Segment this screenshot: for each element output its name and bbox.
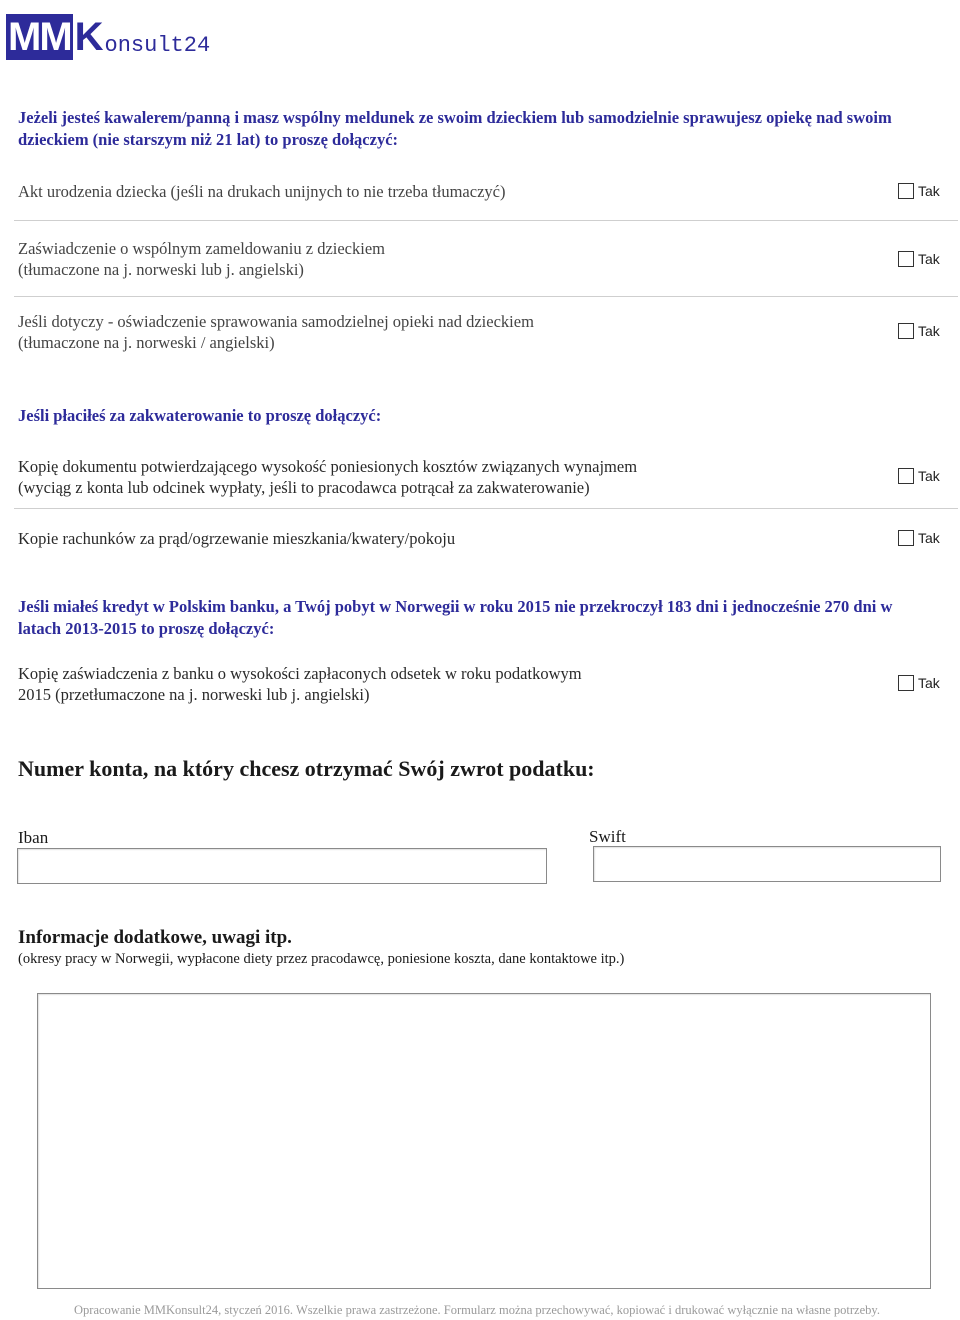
section1-heading: Jeżeli jesteś kawalerem/panną i masz wspólny meldunek ze swoim dzieckiem lub samodzielnie sprawujesz opiekę nad swoim dzieckiem (nie starszym niż 21 lat) to proszę dołączyć: — [18, 108, 892, 149]
section1-item-3-checkbox[interactable] — [898, 323, 940, 339]
section1-item-2-line-1: Zaświadczenie o wspólnym zameldowaniu z dzieckiem — [18, 239, 385, 258]
additional-title: Informacje dodatkowe, uwagi itp. — [18, 927, 292, 948]
checkbox-box[interactable] — [898, 323, 914, 339]
account-title: Numer konta, na który chcesz otrzymać Swój zwrot podatku: — [18, 756, 595, 781]
logo-onsult: onsult24 — [104, 33, 211, 58]
section2-item-2-line-1: Kopie rachunków za prąd/ogrzewanie mieszkania/kwatery/pokoju — [18, 529, 456, 548]
checkbox-label: Tak — [918, 468, 940, 484]
checkbox-label: Tak — [918, 530, 940, 546]
section1-item-2 — [18, 238, 385, 280]
section1-item-3-line-1: Jeśli dotyczy - oświadczenie sprawowania samodzielnej opieki nad dzieckiem — [18, 312, 534, 331]
checkbox-label: Tak — [918, 251, 940, 267]
section3-item-1-line-1: Kopię zaświadczenia z banku o wysokości zapłaconych odsetek w roku podatkowym — [18, 664, 582, 683]
divider — [14, 296, 958, 297]
additional-note: (okresy pracy w Norwegii, wypłacone diety przez pracodawcę, poniesione koszta, dane kontaktowe itp.) — [18, 951, 625, 967]
swift-label: Swift — [589, 827, 626, 846]
section1-item-2-checkbox[interactable] — [898, 251, 940, 267]
section3-item-1-line-2: 2015 (przetłumaczone na j. norweski lub j. angielski) — [18, 685, 370, 704]
checkbox-label: Tak — [918, 675, 940, 691]
logo-k: K — [74, 15, 104, 59]
section2-item-1 — [18, 456, 637, 498]
section2-heading: Jeśli płaciłeś za zakwaterowanie to proszę dołączyć: — [18, 406, 382, 425]
checkbox-label: Tak — [918, 183, 940, 199]
section1-item-1-line-1: Akt urodzenia dziecka (jeśli na drukach unijnych to nie trzeba tłumaczyć) — [18, 182, 506, 201]
swift-input[interactable] — [593, 846, 941, 882]
iban-label: Iban — [18, 828, 49, 847]
logo — [6, 14, 210, 60]
logo-mm: MM — [8, 15, 71, 59]
section1-item-1-checkbox[interactable] — [898, 183, 940, 199]
section1-item-3-line-2: (tłumaczone na j. norweski / angielski) — [18, 333, 275, 352]
section3-heading: Jeśli miałeś kredyt w Polskim banku, a Twój pobyt w Norwegii w roku 2015 nie przekroczył 183 dni i jednocześnie 270 dni w latach 2013-2015 to proszę dołączyć: — [18, 597, 893, 638]
section3-item-1 — [18, 663, 582, 705]
section1-item-2-line-2: (tłumaczone na j. norweski lub j. angielski) — [18, 260, 304, 279]
additional-textarea[interactable] — [37, 993, 931, 1289]
section1-item-1 — [18, 181, 505, 202]
section3-item-1-checkbox[interactable] — [898, 675, 940, 691]
section2-item-2 — [18, 528, 455, 549]
checkbox-box[interactable] — [898, 530, 914, 546]
section2-item-1-line-1: Kopię dokumentu potwierdzającego wysokość poniesionych kosztów związanych wynajmem — [18, 457, 638, 476]
checkbox-box[interactable] — [898, 468, 914, 484]
footer-text: Opracowanie MMKonsult24, styczeń 2016. Wszelkie prawa zastrzeżone. Formularz można przechowywać, kopiować i drukować wyłącznie na własne potrzeby. — [74, 1303, 880, 1317]
checkbox-box[interactable] — [898, 251, 914, 267]
checkbox-label: Tak — [918, 323, 940, 339]
divider — [14, 220, 958, 221]
iban-input[interactable] — [17, 848, 547, 884]
section1-item-3 — [18, 311, 534, 353]
checkbox-box[interactable] — [898, 183, 914, 199]
divider — [14, 508, 958, 509]
section2-item-2-checkbox[interactable] — [898, 530, 940, 546]
checkbox-box[interactable] — [898, 675, 914, 691]
section2-item-1-checkbox[interactable] — [898, 468, 940, 484]
section2-item-1-line-2: (wyciąg z konta lub odcinek wypłaty, jeśli to pracodawca potrącał za zakwaterowanie) — [18, 478, 590, 497]
